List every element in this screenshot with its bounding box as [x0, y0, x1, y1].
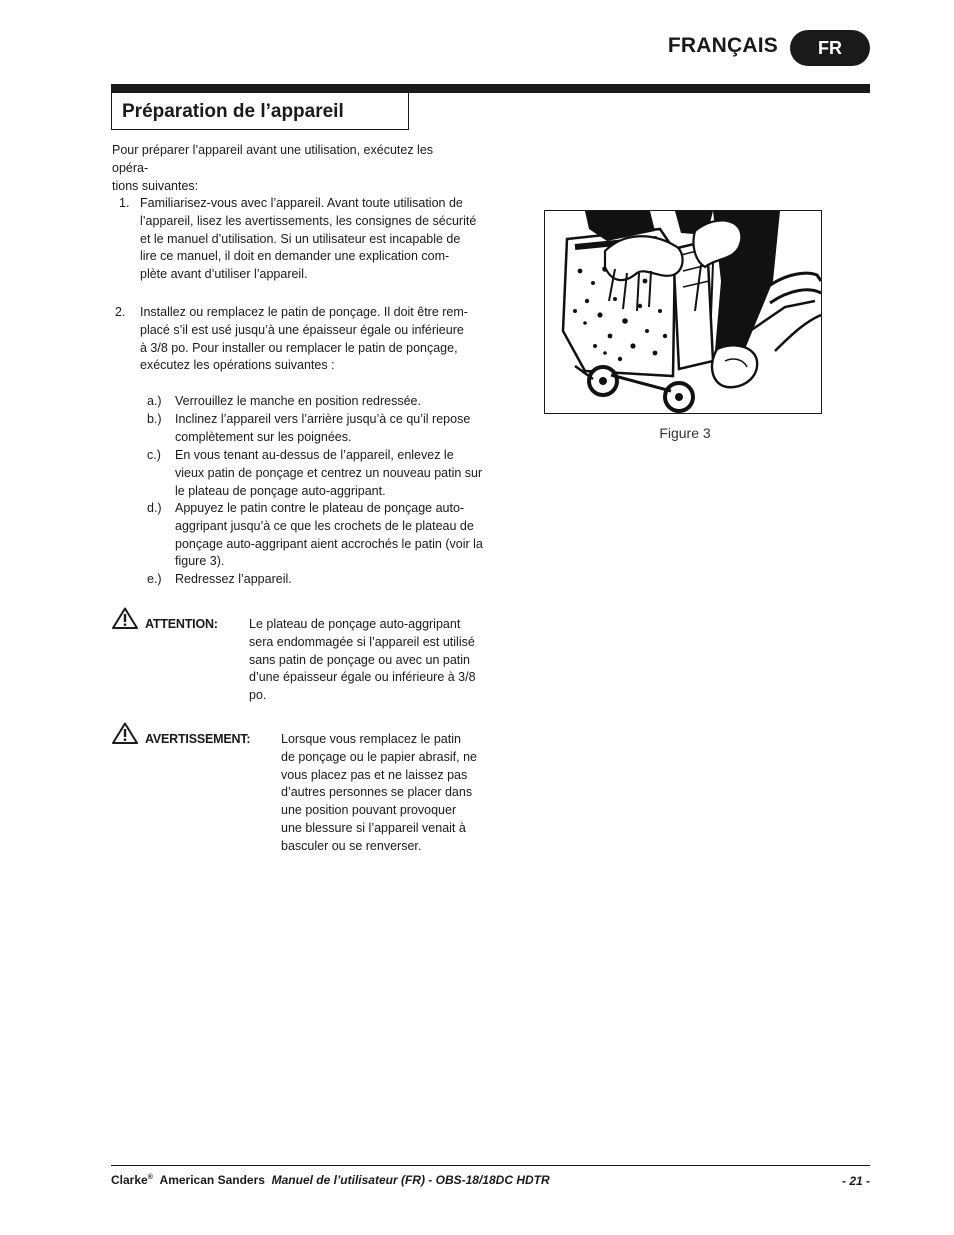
substep-text: Verrouillez le manche en position redressée.	[175, 394, 421, 408]
warning-label: AVERTISSEMENT:	[145, 732, 251, 746]
registered-mark: ®	[147, 1174, 153, 1181]
page-number: - 21 -	[841, 1174, 870, 1188]
step-number: 2.	[115, 305, 126, 319]
substep-letter: c.)	[147, 448, 161, 462]
bottom-rule	[111, 1165, 870, 1166]
attention-text: Le plateau de ponçage auto-aggripant sera endommagée si l’appareil est utilisé sans patin de ponçage ou avec un patin d’une épaisseur égale ou inférieure à 3/8 po.	[249, 617, 476, 703]
substep-letter: d.)	[147, 501, 162, 515]
substep-text: Appuyez le patin contre le plateau de ponçage auto- aggripant jusqu’à ce que les crochets de le plateau de ponçage auto-aggripant aient accrochés le patin (voir la figure 3).	[175, 501, 483, 569]
language-code-badge: FR	[790, 30, 870, 66]
substep-text: Inclinez l’appareil vers l’arrière jusqu’à ce qu’il repose complètement sur les poignées.	[175, 412, 471, 444]
step-text: Installez ou remplacez le patin de ponçage. Il doit être rem- placé s’il est usé jusqu’à une épaisseur égale ou inférieure à 3/8 po. Pour installer ou remplacer le patin de ponçage, exécutez les opérations suivantes :	[140, 305, 468, 373]
substep-letter: e.)	[147, 572, 162, 586]
footer-company: American Sanders	[159, 1173, 265, 1187]
intro-paragraph: Pour préparer l’appareil avant une utilisation, exécutez les opéra- tions suivantes:	[112, 143, 434, 193]
attention-label: ATTENTION:	[145, 617, 218, 631]
section-heading-box	[111, 93, 409, 130]
substep-letter: b.)	[147, 412, 162, 426]
step-number: 1.	[119, 196, 130, 210]
footer-brand: Clarke	[111, 1173, 148, 1187]
substep-text: Redressez l’appareil.	[175, 572, 292, 586]
language-title: FRANÇAIS	[667, 34, 778, 57]
warning-triangle-icon	[112, 607, 138, 629]
sanding-pad-installation-drawing	[545, 211, 821, 413]
substep-text: En vous tenant au-dessus de l’appareil, enlevez le vieux patin de ponçage et centrez un nouveau patin sur le plateau de ponçage auto-aggripant.	[175, 448, 483, 498]
top-rule	[111, 84, 870, 93]
substep-letter: a.)	[147, 394, 162, 408]
warning-triangle-icon	[112, 722, 138, 744]
figure-illustration	[544, 210, 822, 414]
section-title: Préparation de l’appareil	[122, 101, 344, 122]
warning-text: Lorsque vous remplacez le patin de ponçage ou le papier abrasif, ne vous placez pas et ne laissez pas d’autres personnes se placer dans une position pouvant provoquer une blessure si l’appareil venait à basculer ou se renverser.	[281, 732, 477, 853]
footer-text	[111, 1173, 550, 1187]
step-text: Familiarisez-vous avec l’appareil. Avant toute utilisation de l’appareil, lisez les avertissements, les consignes de sécurité et le manuel d’utilisation. Si un utilisateur est incapable de lire ce manuel, il doit en demander une explication com- plète avant d’utiliser l’appareil.	[140, 196, 477, 282]
footer-manual-title: Manuel de l’utilisateur (FR) - OBS-18/18DC HDTR	[271, 1173, 550, 1187]
figure-caption: Figure 3	[659, 425, 711, 441]
